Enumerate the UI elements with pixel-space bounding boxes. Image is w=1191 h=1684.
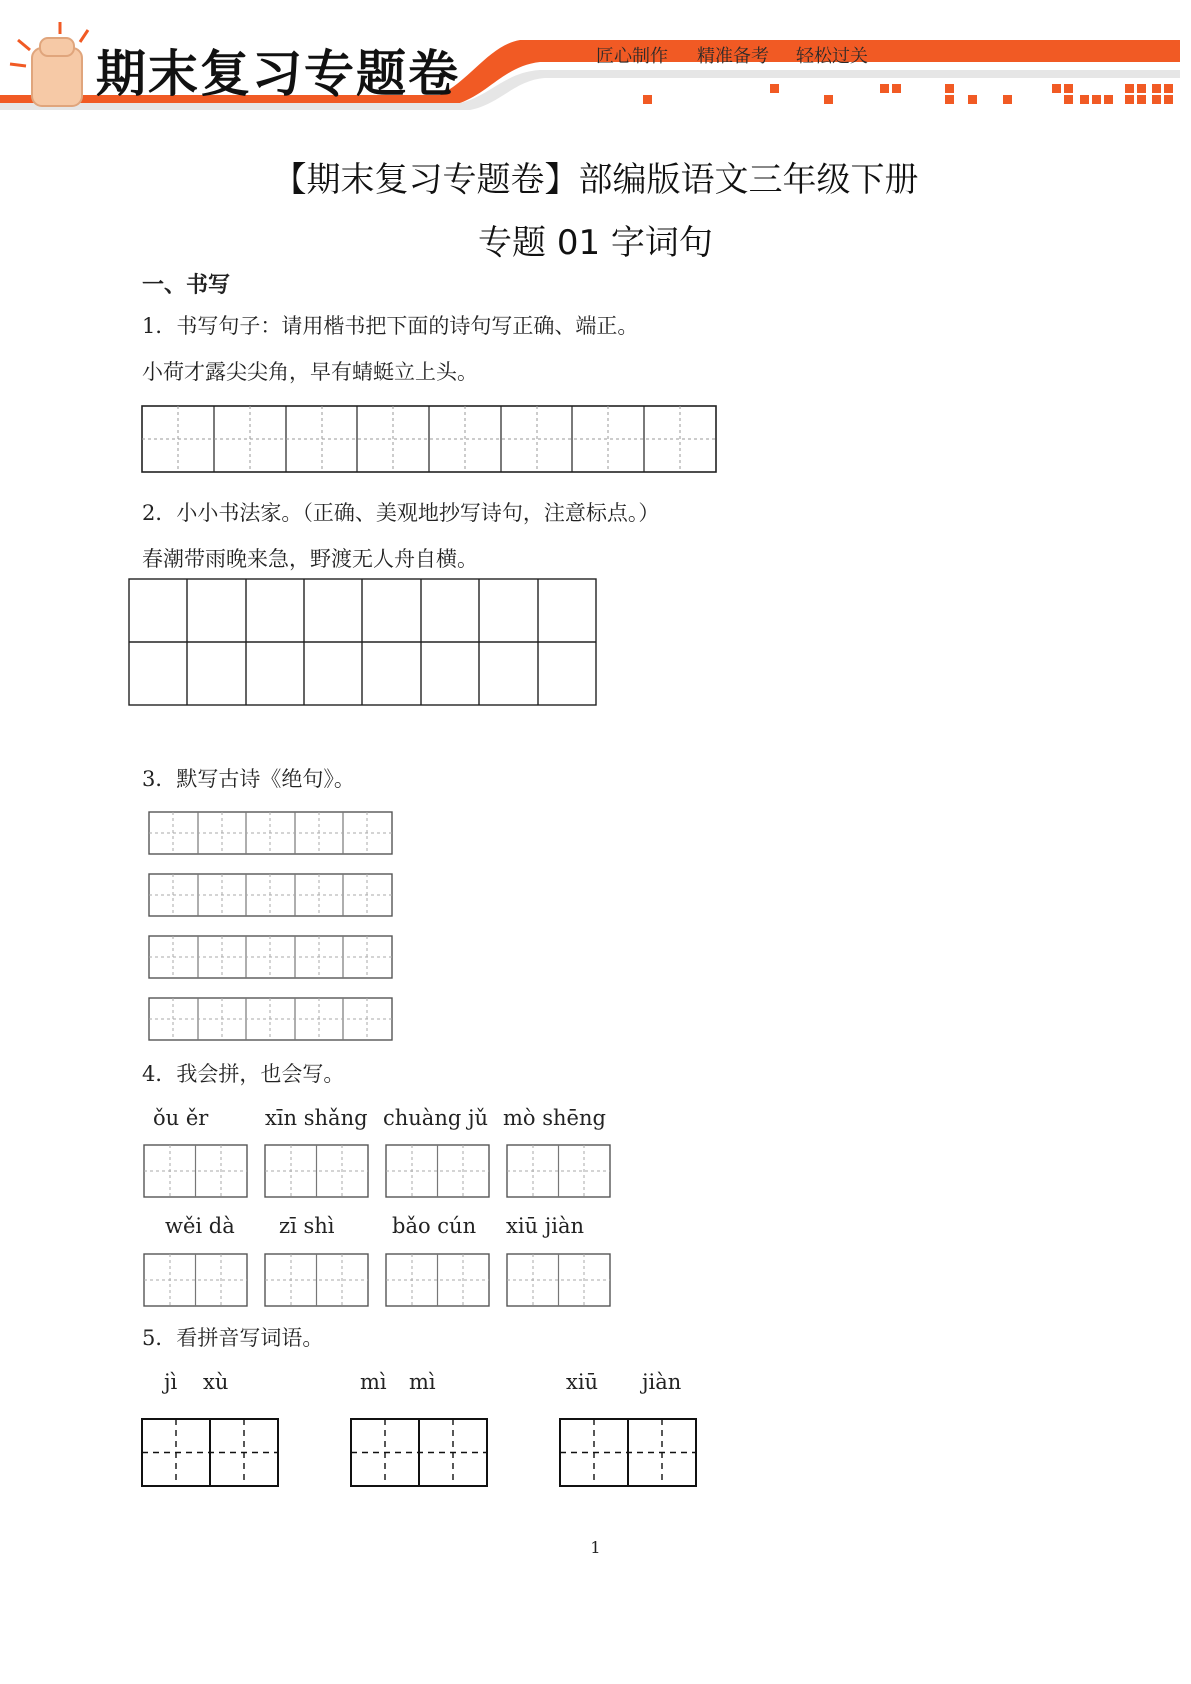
q5-pinyin-syllable: mì [360, 1370, 387, 1394]
q3-row [149, 874, 392, 916]
q5-pinyin-syllable: xiū [566, 1370, 599, 1394]
question-2-poem-line: 春潮带雨晚来急，野渡无人舟自横。 [142, 547, 478, 571]
q2-copy-grid[interactable] [129, 579, 596, 705]
question-5-prompt: 5．看拼音写词语。 [142, 1326, 324, 1350]
q4-pinyin: xīn shǎng [265, 1106, 368, 1130]
q3-row [149, 936, 392, 978]
q5-pinyin-syllable: jì [164, 1370, 178, 1394]
question-4-prompt: 4．我会拼，也会写。 [142, 1062, 345, 1086]
question-2-prompt: 2．小小书法家。（正确、美观地抄写诗句，注意标点。） [142, 501, 660, 525]
q5-box [560, 1419, 696, 1486]
question-3-prompt: 3．默写古诗《绝句》。 [142, 767, 355, 791]
q4-pinyin: wěi dà [165, 1214, 235, 1238]
q4-pinyin: chuàng jǔ [383, 1106, 489, 1130]
q4-pinyin: mò shēng [503, 1106, 606, 1130]
q4-box [507, 1145, 610, 1197]
q1-tianzige-row[interactable] [142, 406, 716, 472]
slogan-2: 精准备考 [697, 46, 769, 67]
question-1-prompt: 1．书写句子：请用楷书把下面的诗句写正确、端正。 [142, 314, 639, 338]
page-number: 1 [590, 1538, 601, 1557]
q4-box [386, 1254, 489, 1306]
document-title: 【期末复习专题卷】部编版语文三年级下册 [272, 160, 919, 200]
q3-row [149, 812, 392, 854]
question-1-poem-line: 小荷才露尖尖角，早有蜻蜓立上头。 [142, 360, 478, 384]
q5-pinyin-syllable: jiàn [642, 1370, 682, 1394]
q4-box [265, 1145, 368, 1197]
banner-title: 期末复习专题卷 [96, 45, 460, 103]
document-subtitle: 专题 01 字词句 [478, 223, 713, 263]
q5-box [142, 1419, 278, 1486]
q4-box [265, 1254, 368, 1306]
slogan-3: 轻松过关 [796, 46, 868, 67]
q4-pinyin: bǎo cún [392, 1214, 477, 1238]
q5-pinyin-syllable: xù [203, 1370, 229, 1394]
q4-box [144, 1145, 247, 1197]
q4-pinyin: ǒu ěr [153, 1106, 209, 1130]
slogan-1: 匠心制作 [596, 46, 668, 67]
q4-pinyin: zī shì [279, 1214, 335, 1238]
section-heading: 一、书写 [142, 273, 231, 298]
q4-box [386, 1145, 489, 1197]
q5-answer-boxes[interactable] [142, 1419, 696, 1486]
q5-box [351, 1419, 487, 1486]
q4-pinyin: xiū jiàn [506, 1214, 585, 1238]
q3-poem-rows[interactable] [149, 812, 392, 1040]
q4-answer-boxes[interactable] [144, 1145, 610, 1306]
q4-box [144, 1254, 247, 1306]
q3-row [149, 998, 392, 1040]
q5-pinyin-syllable: mì [409, 1370, 436, 1394]
q4-box [507, 1254, 610, 1306]
